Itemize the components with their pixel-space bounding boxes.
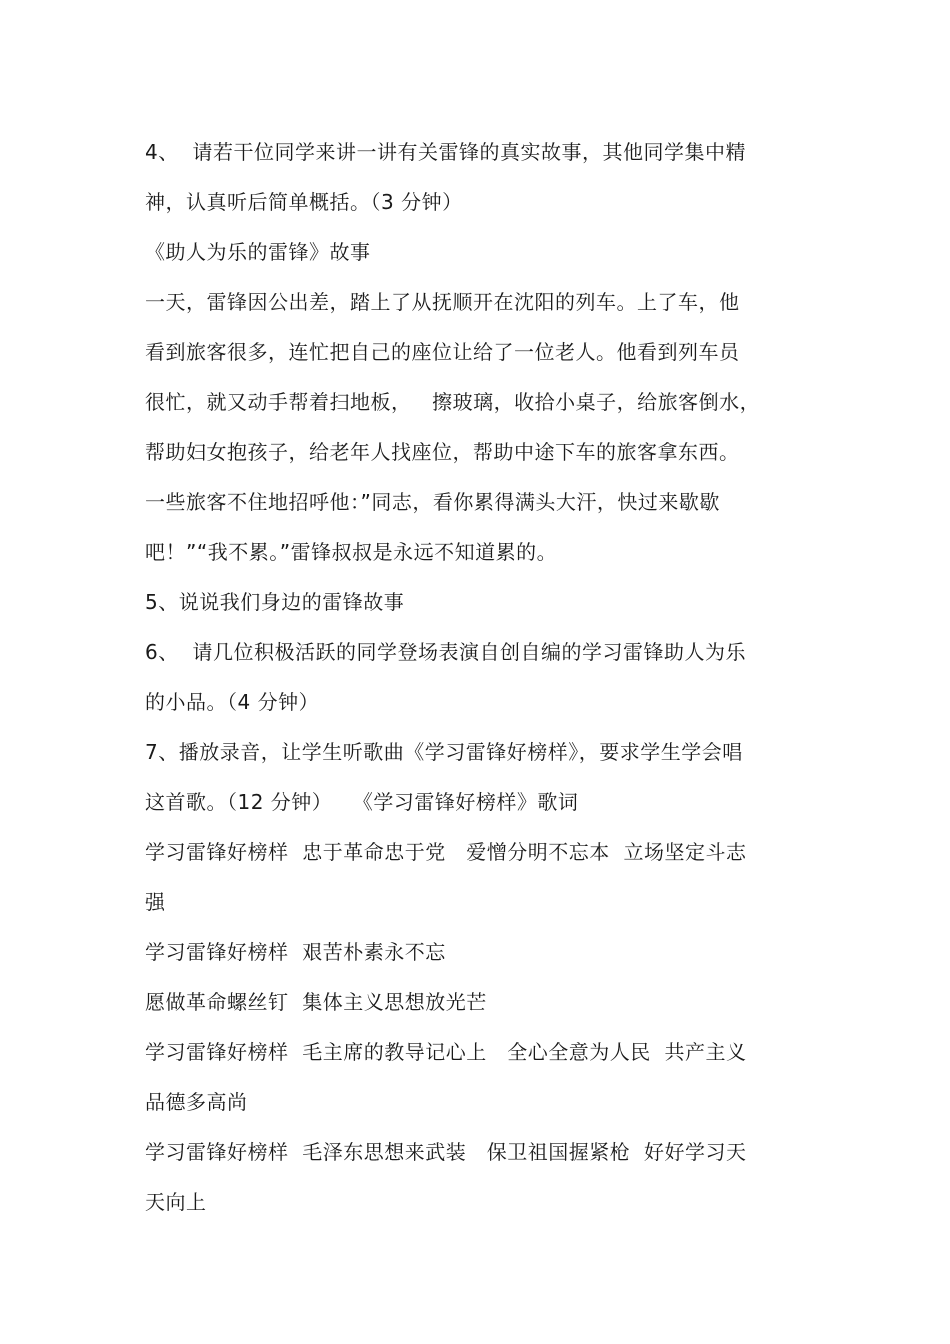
lyric-line: 强 (145, 890, 166, 914)
story-line: 很忙，就又动手帮着扫地板， 擦玻璃，收拾小桌子，给旅客倒水， (145, 390, 761, 414)
lyric-line: 品德多高尚 (145, 1090, 248, 1114)
story-title: 《助人为乐的雷锋》故事 (145, 240, 371, 264)
text-line: 神，认真听后简单概括。（3 分钟） (145, 190, 463, 214)
step-6-cont: 的小品。（4 分钟） (145, 690, 320, 714)
lyric-line: 学习雷锋好榜样 毛泽东思想来武装 保卫祖国握紧枪 好好学习天 (145, 1140, 747, 1164)
story-line: 吧！”“我不累。”雷锋叔叔是永远不知道累的。 (145, 540, 558, 564)
story-line: 帮助妇女抱孩子，给老年人找座位，帮助中途下车的旅客拿东西。 (145, 440, 740, 464)
text-line: 4、 请若干位同学来讲一讲有关雷锋的真实故事，其他同学集中精 (145, 140, 746, 164)
step-7: 7、播放录音，让学生听歌曲《学习雷锋好榜样》，要求学生学会唱 (145, 740, 743, 764)
document-body (145, 127, 825, 1227)
story-line: 一些旅客不住地招呼他：”同志，看你累得满头大汗，快过来歇歇 (145, 490, 720, 514)
lyric-line: 学习雷锋好榜样 忠于革命忠于党 爱憎分明不忘本 立场坚定斗志 (145, 840, 747, 864)
lyric-line: 学习雷锋好榜样 毛主席的教导记心上 全心全意为人民 共产主义 (145, 1040, 747, 1064)
lyric-line: 天向上 (145, 1190, 207, 1214)
lyric-line: 愿做革命螺丝钉 集体主义思想放光芒 (145, 990, 487, 1014)
step-7-cont: 这首歌。（12 分钟） 《学习雷锋好榜样》歌词 (145, 790, 579, 814)
story-line: 看到旅客很多，连忙把自己的座位让给了一位老人。他看到列车员 (145, 340, 740, 364)
lyric-line: 学习雷锋好榜样 艰苦朴素永不忘 (145, 940, 446, 964)
step-5: 5、说说我们身边的雷锋故事 (145, 590, 405, 614)
step-6: 6、 请几位积极活跃的同学登场表演自创自编的学习雷锋助人为乐 (145, 640, 746, 664)
story-line: 一天，雷锋因公出差，踏上了从抚顺开在沈阳的列车。上了车，他 (145, 290, 740, 314)
